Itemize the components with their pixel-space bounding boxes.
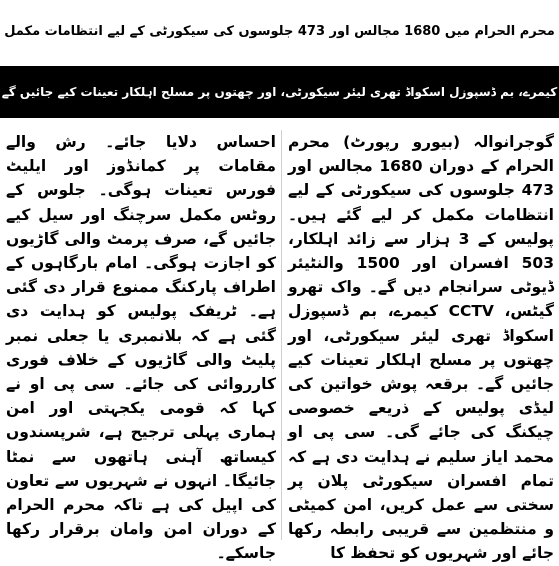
headline: محرم الحرام میں 1680 مجالس اور 473 جلوسوں کی سیکورٹی کے لیے انتظامات مکمل <box>4 24 555 39</box>
subheadline-banner: کیمرے، بم ڈسپوزل اسکواڈ تھری لیئر سیکورٹی، اور چھتوں پر مسلح اہلکار تعینات کیے جائیں گے <box>0 66 559 118</box>
article-column-right: گوجرانوالہ (بیورو رپورٹ) محرم الحرام کے دوران 1680 مجالس اور 473 جلوسوں کی سیکورٹی کے لیے انتظامات مکمل کر لیے گئے ہیں۔ پولیس کے 3 ہزار سے زائد اہلکار، 503 افسران اور 1500 والنٹیئر ڈیوٹی سرانجام دیں گے۔ واک تھرو گیٹس، CCTV کیمرے، بم ڈسپوزل اسکواڈ تھری لیئر سیکورٹی، اور چھتوں پر مسلح اہلکار تعینات کیے جائیں گے۔ برقعہ پوش خواتین کی لیڈی پولیس کے ذریعے خصوصی چیکنگ کی جائے گی۔ سی پی او محمد ایاز سلیم نے ہدایت دی ہے کہ تمام افسران سیکورٹی پلان پر سختی سے عمل کریں، امن کمیٹی و منتظمین سے قریبی رابطہ رکھا جائے اور شہریوں کو تحفظ کا <box>288 133 554 563</box>
article-column-left: احساس دلایا جائے۔ رش والے مقامات پر کمانڈوز اور ایلیٹ فورس تعینات ہوگی۔ جلوس کے روٹس مکمل سرچنگ اور سیل کیے جائیں گے، صرف پرمٹ والی گاڑیوں کو اجازت ہوگی۔ امام بارگاہوں کے اطراف پارکنگ ممنوع قرار دی گئی ہے۔ ٹریفک پولیس کو ہدایت دی گئی ہے کہ بلانمبری یا جعلی نمبر پلیٹ والی گاڑیوں کے خلاف فوری کارروائی کی جائے۔ سی پی او نے کہا کہ قومی یکجہتی اور امن ہماری پہلی ترجیح ہے، شرپسندوں کیساتھ آہنی ہاتھوں سے نمٹا جائیگا۔ انہوں نے شہریوں سے تعاون کی اپیل کی ہے تاکہ محرم الحرام کے دوران امن وامان برقرار رکھا جاسکے۔ <box>6 133 276 563</box>
column-divider <box>281 130 282 540</box>
